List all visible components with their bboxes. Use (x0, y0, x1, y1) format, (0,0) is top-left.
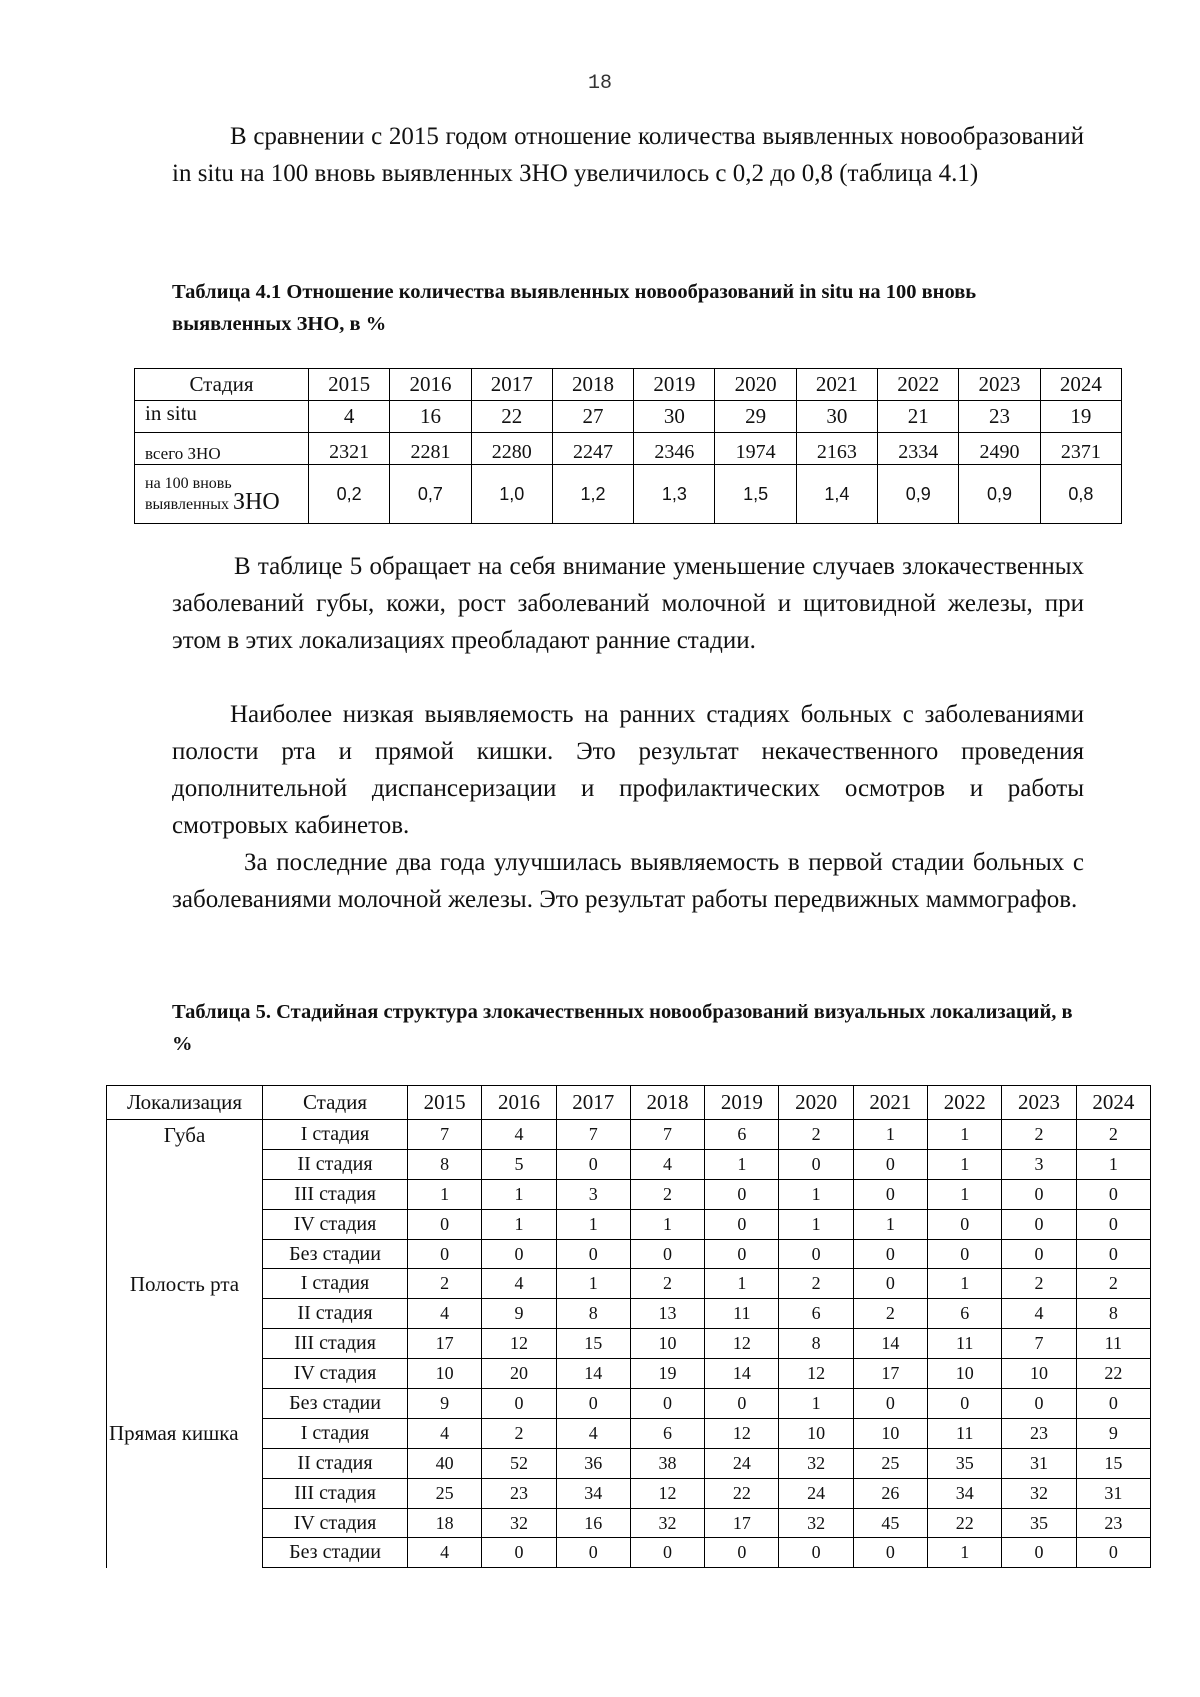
table-cell: 32 (1002, 1478, 1076, 1508)
table-cell: 0,8 (1040, 465, 1121, 524)
table-cell: 0 (1002, 1209, 1076, 1239)
table-cell: 16 (390, 401, 471, 433)
table-cell: 0 (853, 1149, 927, 1179)
year-header: 2018 (630, 1086, 704, 1120)
table-cell: 0 (1076, 1538, 1150, 1568)
stage-label: III стадия (263, 1179, 408, 1209)
table-row (107, 1269, 1151, 1299)
year-header: 2017 (471, 369, 552, 401)
table-cell: 0 (705, 1179, 779, 1209)
table-cell: 12 (482, 1329, 556, 1359)
table-5-header-localization: Локализация (107, 1086, 263, 1120)
table-cell: 1 (705, 1149, 779, 1179)
table-cell: 9 (482, 1299, 556, 1329)
table-cell: 25 (408, 1478, 482, 1508)
table-cell: 1 (928, 1149, 1002, 1179)
table-cell: 2 (779, 1120, 853, 1150)
table-cell: 2 (779, 1269, 853, 1299)
year-header: 2021 (853, 1086, 927, 1120)
table-cell: 30 (796, 401, 877, 433)
table-cell: 2 (1002, 1269, 1076, 1299)
year-header: 2022 (928, 1086, 1002, 1120)
table-cell: 0 (705, 1239, 779, 1269)
table-row (107, 1299, 1151, 1329)
table-cell: 1,3 (634, 465, 715, 524)
table-cell: 6 (630, 1418, 704, 1448)
table-cell: 1 (630, 1209, 704, 1239)
table-cell: 22 (471, 401, 552, 433)
table-cell: 2281 (390, 433, 471, 465)
table-cell: 15 (1076, 1448, 1150, 1478)
year-header: 2024 (1040, 369, 1121, 401)
table-cell: 2346 (634, 433, 715, 465)
table-cell: 6 (928, 1299, 1002, 1329)
year-header: 2022 (878, 369, 959, 401)
table-cell: 8 (1076, 1299, 1150, 1329)
table-cell: 32 (779, 1508, 853, 1538)
table-cell: 4 (408, 1299, 482, 1329)
table-cell: 0 (1076, 1239, 1150, 1269)
stage-label: II стадия (263, 1448, 408, 1478)
table-cell: 22 (705, 1478, 779, 1508)
table-cell: 34 (928, 1478, 1002, 1508)
table-cell: 1 (928, 1269, 1002, 1299)
table-cell: 4 (408, 1538, 482, 1568)
table-cell: 0 (853, 1179, 927, 1209)
table-cell: 16 (556, 1508, 630, 1538)
table-5 (106, 1085, 1151, 1568)
year-header: 2023 (959, 369, 1040, 401)
table-cell: 0,7 (390, 465, 471, 524)
table-cell: 0 (928, 1209, 1002, 1239)
table-cell: 7 (1002, 1329, 1076, 1359)
table-cell: 1974 (715, 433, 796, 465)
year-header: 2016 (482, 1086, 556, 1120)
table-cell: 0 (630, 1538, 704, 1568)
year-header: 2019 (705, 1086, 779, 1120)
table-cell: 0 (928, 1389, 1002, 1419)
table-cell: 9 (1076, 1418, 1150, 1448)
table-cell: 2 (1076, 1269, 1150, 1299)
table-row (107, 1239, 1151, 1269)
table-cell: 1 (482, 1209, 556, 1239)
table-5-body (107, 1086, 1151, 1568)
table-cell: 14 (853, 1329, 927, 1359)
table-row (107, 1209, 1151, 1239)
table-cell: 7 (556, 1120, 630, 1150)
year-header: 2021 (796, 369, 877, 401)
table-4-1-header-stage: Стадия (135, 369, 309, 401)
table-cell: 10 (1002, 1359, 1076, 1389)
table-cell: 1 (779, 1209, 853, 1239)
table-cell: 0 (482, 1389, 556, 1419)
table-cell: 20 (482, 1359, 556, 1389)
table-cell: 1 (1076, 1149, 1150, 1179)
stage-label: II стадия (263, 1299, 408, 1329)
table-cell: 34 (556, 1478, 630, 1508)
table-cell: 9 (408, 1389, 482, 1419)
table-row (135, 401, 1122, 433)
table-row (107, 1149, 1151, 1179)
table-cell: 26 (853, 1478, 927, 1508)
table-cell: 23 (959, 401, 1040, 433)
table-5-caption: Таблица 5. Стадийная структура злокачественных новообразований визуальных локализаций, в % (172, 1001, 1073, 1055)
stage-label: III стадия (263, 1478, 408, 1508)
table-cell: 1,2 (552, 465, 633, 524)
stage-label: Без стадии (263, 1538, 408, 1568)
table-cell: 2247 (552, 433, 633, 465)
stage-label: Без стадии (263, 1389, 408, 1419)
table-cell: 0 (1076, 1209, 1150, 1239)
table-cell: 13 (630, 1299, 704, 1329)
table-row (135, 465, 1122, 524)
table-cell: 1 (928, 1120, 1002, 1150)
table-cell: 0 (1002, 1179, 1076, 1209)
table-cell: 17 (705, 1508, 779, 1538)
table-cell: 6 (779, 1299, 853, 1329)
table-row (107, 1329, 1151, 1359)
table-cell: 32 (630, 1508, 704, 1538)
table-cell: 4 (1002, 1299, 1076, 1329)
table-cell: 3 (556, 1179, 630, 1209)
table-cell: 2 (1002, 1120, 1076, 1150)
localization-label: Прямая кишка (107, 1418, 263, 1567)
table-cell: 15 (556, 1329, 630, 1359)
table-cell: 5 (482, 1149, 556, 1179)
table-cell: 27 (552, 401, 633, 433)
table-cell: 19 (1040, 401, 1121, 433)
table-cell: 7 (630, 1120, 704, 1150)
table-cell: 10 (853, 1418, 927, 1448)
table-cell: 0 (779, 1149, 853, 1179)
table-cell: 32 (779, 1448, 853, 1478)
table-cell: 31 (1002, 1448, 1076, 1478)
paragraph-3: Наиболее низкая выявляемость на ранних стадиях больных с заболеваниями полости рта и прямой кишки. Это результат некачественного проведения дополнительной диспансеризации и профилактических осмотров и работы смотровых кабинетов. (172, 701, 1084, 839)
table-cell: 24 (705, 1448, 779, 1478)
stage-label: IV стадия (263, 1359, 408, 1389)
table-cell: 1 (705, 1269, 779, 1299)
table-cell: 12 (779, 1359, 853, 1389)
table-cell: 52 (482, 1448, 556, 1478)
table-cell: 0 (556, 1538, 630, 1568)
table-row (135, 433, 1122, 465)
table-cell: 0 (408, 1239, 482, 1269)
table-cell: 0 (1076, 1389, 1150, 1419)
table-cell: 2 (482, 1418, 556, 1448)
table-cell: 0 (853, 1389, 927, 1419)
table-cell: 1,0 (471, 465, 552, 524)
table-cell: 0 (630, 1389, 704, 1419)
table-cell: 0 (705, 1538, 779, 1568)
row-label (135, 465, 309, 524)
table-cell: 1 (928, 1538, 1002, 1568)
localization-label: Полость рта (107, 1269, 263, 1418)
table-cell: 4 (482, 1120, 556, 1150)
table-cell: 1 (779, 1389, 853, 1419)
table-cell: 0 (408, 1209, 482, 1239)
table-cell: 4 (556, 1418, 630, 1448)
table-cell: 0 (556, 1389, 630, 1419)
stage-label: Без стадии (263, 1239, 408, 1269)
table-cell: 1 (556, 1269, 630, 1299)
row-label-small: на 100 вновь выявленных (145, 475, 232, 513)
table-cell: 11 (1076, 1329, 1150, 1359)
table-cell: 10 (408, 1359, 482, 1389)
table-cell: 0 (556, 1239, 630, 1269)
table-cell: 18 (408, 1508, 482, 1538)
table-cell: 0 (705, 1209, 779, 1239)
table-cell: 25 (853, 1448, 927, 1478)
table-cell: 8 (779, 1329, 853, 1359)
table-cell: 1,4 (796, 465, 877, 524)
table-cell: 4 (309, 401, 390, 433)
table-4-1 (134, 368, 1122, 524)
table-cell: 1 (779, 1179, 853, 1209)
table-cell: 0 (928, 1239, 1002, 1269)
table-cell: 24 (779, 1478, 853, 1508)
table-cell: 0,9 (959, 465, 1040, 524)
table-cell: 36 (556, 1448, 630, 1478)
table-cell: 2 (630, 1179, 704, 1209)
table-cell: 3 (1002, 1149, 1076, 1179)
table-4-1-caption: Таблица 4.1 Отношение количества выявленных новообразований in situ на 100 вновь выявленных ЗНО, в % (172, 281, 977, 335)
year-header: 2023 (1002, 1086, 1076, 1120)
stage-label: IV стадия (263, 1209, 408, 1239)
table-cell: 11 (705, 1299, 779, 1329)
page-number: 18 (587, 72, 612, 95)
table-cell: 2334 (878, 433, 959, 465)
table-cell: 32 (482, 1508, 556, 1538)
table-cell: 17 (408, 1329, 482, 1359)
table-row (107, 1478, 1151, 1508)
table-cell: 23 (482, 1478, 556, 1508)
stage-label: IV стадия (263, 1508, 408, 1538)
table-cell: 4 (408, 1418, 482, 1448)
table-cell: 14 (705, 1359, 779, 1389)
table-cell: 2 (1076, 1120, 1150, 1150)
table-cell: 0 (482, 1239, 556, 1269)
table-cell: 19 (630, 1359, 704, 1389)
table-cell: 17 (853, 1359, 927, 1389)
table-cell: 0 (853, 1269, 927, 1299)
table-cell: 12 (705, 1418, 779, 1448)
table-cell: 29 (715, 401, 796, 433)
table-5-header-row (107, 1086, 1151, 1120)
table-cell: 10 (928, 1359, 1002, 1389)
table-cell: 12 (630, 1478, 704, 1508)
year-header: 2024 (1076, 1086, 1150, 1120)
table-cell: 0 (853, 1239, 927, 1269)
table-cell: 0 (1002, 1389, 1076, 1419)
table-cell: 14 (556, 1359, 630, 1389)
table-5-header-stage: Стадия (263, 1086, 408, 1120)
table-cell: 23 (1002, 1418, 1076, 1448)
table-cell: 0 (853, 1538, 927, 1568)
year-header: 2019 (634, 369, 715, 401)
table-cell: 1 (853, 1120, 927, 1150)
table-cell: 22 (1076, 1359, 1150, 1389)
table-cell: 8 (408, 1149, 482, 1179)
table-cell: 0 (630, 1239, 704, 1269)
stage-label: I стадия (263, 1269, 408, 1299)
table-cell: 2 (853, 1299, 927, 1329)
localization-label: Губа (107, 1120, 263, 1269)
row-label: всего ЗНО (135, 433, 309, 465)
table-cell: 1,5 (715, 465, 796, 524)
table-cell: 38 (630, 1448, 704, 1478)
table-row (107, 1359, 1151, 1389)
year-header: 2016 (390, 369, 471, 401)
table-cell: 8 (556, 1299, 630, 1329)
row-label-big: ЗНО (232, 489, 280, 515)
table-cell: 1 (853, 1209, 927, 1239)
stage-label: III стадия (263, 1329, 408, 1359)
table-row (107, 1120, 1151, 1150)
table-cell: 21 (878, 401, 959, 433)
table-cell: 11 (928, 1418, 1002, 1448)
stage-label: I стадия (263, 1418, 408, 1448)
table-cell: 10 (630, 1329, 704, 1359)
table-cell: 40 (408, 1448, 482, 1478)
paragraph-4: За последние два года улучшилась выявляемость в первой стадии больных с заболеваниями молочной железы. Это результат работы передвижных маммографов. (172, 849, 1084, 913)
table-cell: 1 (482, 1179, 556, 1209)
table-cell: 30 (634, 401, 715, 433)
year-header: 2018 (552, 369, 633, 401)
table-cell: 23 (1076, 1508, 1150, 1538)
table-cell: 2280 (471, 433, 552, 465)
stage-label: II стадия (263, 1149, 408, 1179)
table-row (107, 1448, 1151, 1478)
row-label: in situ (135, 401, 309, 433)
table-cell: 45 (853, 1508, 927, 1538)
table-row (107, 1389, 1151, 1419)
table-cell: 22 (928, 1508, 1002, 1538)
table-cell: 0,9 (878, 465, 959, 524)
table-cell: 0 (1076, 1179, 1150, 1209)
table-cell: 0 (705, 1389, 779, 1419)
year-header: 2020 (779, 1086, 853, 1120)
table-cell: 4 (630, 1149, 704, 1179)
table-cell: 0 (1002, 1239, 1076, 1269)
table-cell: 31 (1076, 1478, 1150, 1508)
year-header: 2020 (715, 369, 796, 401)
table-4-1-header-row (135, 369, 1122, 401)
year-header: 2015 (408, 1086, 482, 1120)
table-cell: 35 (1002, 1508, 1076, 1538)
table-cell: 2321 (309, 433, 390, 465)
table-cell: 2 (630, 1269, 704, 1299)
table-row (107, 1538, 1151, 1568)
table-cell: 12 (705, 1329, 779, 1359)
paragraph-1: В сравнении с 2015 годом отношение количества выявленных новообразований in situ на 100 вновь выявленных ЗНО увеличилось с 0,2 до 0,8 (таблица 4.1) (172, 123, 1084, 187)
table-cell: 1 (928, 1179, 1002, 1209)
table-cell: 0 (779, 1538, 853, 1568)
table-cell: 0 (779, 1239, 853, 1269)
table-cell: 4 (482, 1269, 556, 1299)
table-cell: 0 (556, 1149, 630, 1179)
table-row (107, 1508, 1151, 1538)
table-cell: 0 (482, 1538, 556, 1568)
stage-label: I стадия (263, 1120, 408, 1150)
table-cell: 11 (928, 1329, 1002, 1359)
table-row (107, 1179, 1151, 1209)
table-cell: 2163 (796, 433, 877, 465)
table-cell: 7 (408, 1120, 482, 1150)
year-header: 2017 (556, 1086, 630, 1120)
year-header: 2015 (309, 369, 390, 401)
table-row (107, 1418, 1151, 1448)
table-cell: 1 (556, 1209, 630, 1239)
table-cell: 10 (779, 1418, 853, 1448)
table-cell: 0,2 (309, 465, 390, 524)
table-cell: 0 (1002, 1538, 1076, 1568)
table-cell: 2490 (959, 433, 1040, 465)
table-cell: 35 (928, 1448, 1002, 1478)
paragraph-2: В таблице 5 обращает на себя внимание уменьшение случаев злокачественных заболеваний губы, кожи, рост заболеваний молочной и щитовидной железы, при этом в этих локализациях преобладают ранние стадии. (172, 553, 1084, 654)
table-cell: 2 (408, 1269, 482, 1299)
table-cell: 6 (705, 1120, 779, 1150)
table-cell: 1 (408, 1179, 482, 1209)
table-cell: 2371 (1040, 433, 1121, 465)
